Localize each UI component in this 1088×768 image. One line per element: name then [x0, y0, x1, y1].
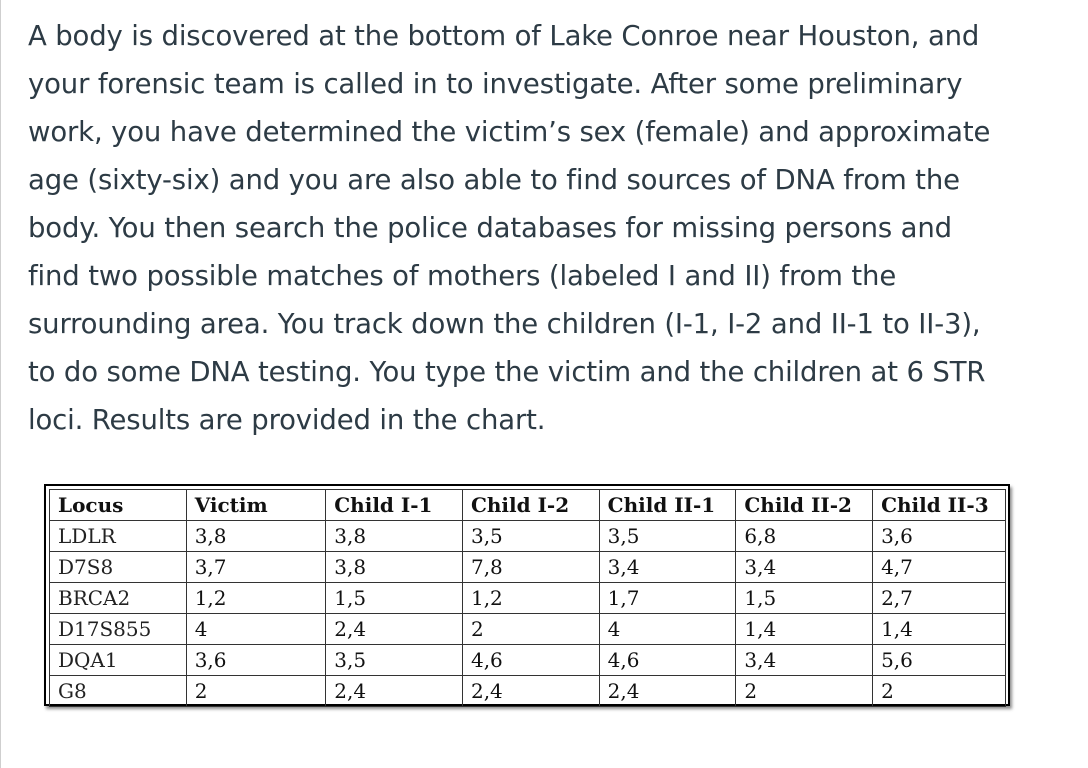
table-cell: 2,7	[873, 583, 1006, 614]
table-cell: 3,6	[873, 521, 1006, 552]
table-cell: 2	[873, 676, 1006, 707]
table-cell: 4,6	[462, 645, 599, 676]
table-cell: 4,6	[599, 645, 736, 676]
table-cell: 3,4	[736, 645, 873, 676]
question-line: loci. Results are provided in the chart.	[28, 404, 546, 436]
table-cell: 6,8	[736, 521, 873, 552]
question-line: surrounding area. You track down the children (I-1, I-2 and II-1 to II-3),	[28, 308, 981, 340]
column-header-child-ii-1: Child II-1	[599, 490, 736, 521]
column-header-child-ii-3: Child II-3	[873, 490, 1006, 521]
question-line: A body is discovered at the bottom of Lake Conroe near Houston, and	[28, 20, 980, 52]
column-header-locus: Locus	[50, 490, 187, 521]
table-cell: 1,4	[873, 614, 1006, 645]
column-header-victim: Victim	[186, 490, 326, 521]
table-cell: 2,4	[326, 614, 463, 645]
locus-cell: DQA1	[50, 645, 187, 676]
column-header-child-i-2: Child I-2	[462, 490, 599, 521]
table-row	[50, 614, 1006, 645]
str-results-table-image	[44, 484, 1010, 706]
str-results-table	[49, 489, 1006, 707]
table-cell: 4,7	[873, 552, 1006, 583]
table-cell: 3,8	[186, 521, 326, 552]
table-cell: 2	[736, 676, 873, 707]
table-cell: 1,5	[326, 583, 463, 614]
question-line: find two possible matches of mothers (labeled I and II) from the	[28, 260, 897, 292]
table-header-row	[50, 490, 1006, 521]
table-cell: 3,8	[326, 521, 463, 552]
table-cell: 3,5	[326, 645, 463, 676]
table-cell: 1,4	[736, 614, 873, 645]
table-row	[50, 583, 1006, 614]
question-line: work, you have determined the victim’s sex (female) and approximate	[28, 116, 991, 148]
table-row	[50, 676, 1006, 707]
table-cell: 4	[599, 614, 736, 645]
table-row	[50, 521, 1006, 552]
table-cell: 3,4	[736, 552, 873, 583]
table-cell: 3,5	[599, 521, 736, 552]
table-cell: 2	[186, 676, 326, 707]
question-line: your forensic team is called in to investigate. After some preliminary	[28, 68, 963, 100]
table-cell: 5,6	[873, 645, 1006, 676]
table-cell: 3,8	[326, 552, 463, 583]
table-cell: 3,4	[599, 552, 736, 583]
table-cell: 2	[462, 614, 599, 645]
table-cell: 3,6	[186, 645, 326, 676]
locus-cell: BRCA2	[50, 583, 187, 614]
table-cell: 1,2	[462, 583, 599, 614]
locus-cell: D7S8	[50, 552, 187, 583]
locus-cell: D17S855	[50, 614, 187, 645]
question-line: age (sixty-six) and you are also able to find sources of DNA from the	[28, 164, 960, 196]
table-row	[50, 552, 1006, 583]
question-text	[28, 12, 1068, 444]
table-cell: 4	[186, 614, 326, 645]
table-cell: 3,7	[186, 552, 326, 583]
column-header-child-ii-2: Child II-2	[736, 490, 873, 521]
table-cell: 2,4	[462, 676, 599, 707]
table-cell: 2,4	[326, 676, 463, 707]
table-cell: 7,8	[462, 552, 599, 583]
locus-cell: LDLR	[50, 521, 187, 552]
table-row	[50, 645, 1006, 676]
table-cell: 2,4	[599, 676, 736, 707]
table-cell: 1,5	[736, 583, 873, 614]
column-header-child-i-1: Child I-1	[326, 490, 463, 521]
table-cell: 1,2	[186, 583, 326, 614]
question-line: body. You then search the police databases for missing persons and	[28, 212, 952, 244]
table-cell: 1,7	[599, 583, 736, 614]
table-cell: 3,5	[462, 521, 599, 552]
locus-cell: G8	[50, 676, 187, 707]
question-line: to do some DNA testing. You type the victim and the children at 6 STR	[28, 356, 986, 388]
